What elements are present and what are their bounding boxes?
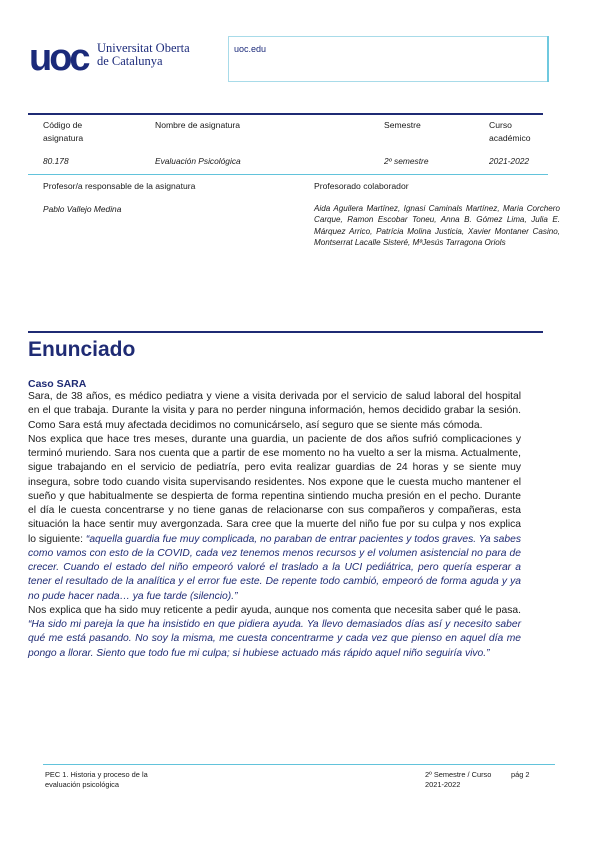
semester-value: 2º semestre [384,156,429,166]
course-name: Evaluación Psicológica [155,156,241,166]
case-body [28,390,521,661]
paragraph-1: Sara, de 38 años, es médico pediatra y viene a visita derivada por el servicio de salud laboral del hospital en el que trabaja. Durante la visita y para no perder ninguna información, hemos decidido grabar la sesión. Como Sara está muy afectada decidimos no comunicárselo, así seguro que se siente más cómoda. [28,391,521,431]
responsible-label: Profesor/a responsable de la asignatura [43,181,196,191]
paragraph-3 [28,604,521,661]
name-label: Nombre de asignatura [155,120,241,130]
uoc-logo [29,37,91,79]
semester-label: Semestre [384,120,421,130]
page-number: pág 2 [511,770,530,779]
top-rule [28,113,543,115]
footer-title: PEC 1. Historia y proceso de la evaluación psicológica [45,770,148,789]
collab-label: Profesorado colaborador [314,181,409,191]
quote-1: “aquella guardia fue muy complicada, no paraban de entrar pacientes y todos graves. Ya sabes como vamos con esto de la COVID, cada vez tenemos menos recursos y el volumen asistencial no para de crecer. Cuando el estado del niño empeoró valoré el traslado a la UCI pediátrica, pero quería esperar a tener el resultado de la analítica y el error fue este. De repente todo cambió, empeoró de forma aguda y ya no pude hacer nada… ya fue tarde (silencio).” [28,533,521,602]
university-url[interactable]: uoc.edu [234,44,267,54]
table-divider [28,174,548,175]
collaborators: Aida Aguilera Martínez, Ignasi Caminals Martínez, Maria Corchero Carque, Ramon Escobar Toneu, Anna B. Gómez Lima, Julia E. Márquez Arrico, Patrícia Molina Justicia, Xavier Montaner Casino, Montserrat Lacalle Sisteré, MªJesús Tarragona Oriols [314,204,560,247]
academic-year: 2021-2022 [489,156,530,166]
svg-text:uoc: uoc [29,37,88,79]
page-title: Enunciado [28,338,136,361]
responsible-name: Pablo Vallejo Medina [43,204,122,214]
header-frame-bottom [228,81,548,82]
paragraph-3-text: Nos explica que ha sido muy reticente a pedir ayuda, aunque nos comenta que necesita saber qué le pasa. [28,604,521,616]
header-frame-top [228,36,548,37]
course-code: 80.178 [43,156,69,166]
footer-semester: 2º Semestre / Curso 2021-2022 [425,770,492,789]
header-frame-right [547,36,549,82]
course-label: Curso académico [489,120,531,143]
code-label: Código de asignatura [43,120,84,143]
header-divider [228,37,229,82]
footer-rule [43,764,555,765]
paragraph-2-text: Nos explica que hace tres meses, durante una guardia, un paciente de dos años sufrió complicaciones y terminó muriendo. Sara nos cuenta que a partir de ese momento no ha vuelto a ser la misma. Actualmente, sigue trabajando en el servicio de pediatría, pero evita realizar guardias de 24 horas y se siente muy insegura, sobre todo cuando visita supervisando residentes. Nos expone que le cuesta mucho mantener el sueño y que habitualmente se despierta de forma repentina sintiendo mucha presión en el pecho. Durante el día le cuesta concentrarse y no tiene ganas de relacionarse con sus compañeros y compañeras, esta situación la hace sentir muy avergonzada. Sara cree que la muerte del niño fue por su culpa y nos explica lo siguiente: [28,433,521,545]
section-rule [28,331,543,333]
quote-2: “Ha sido mi pareja la que ha insistido en que pidiera ayuda. Ya llevo demasiados días así y necesito saber qué me está pasando. No soy la misma, me cuesta concentrarme y cada vez que pienso en aquel día me pongo a llorar. Siento que todo fue mi culpa; si hubiese actuado más rápido aquel niño seguiría vivo.” [28,619,521,659]
university-name: Universitat Oberta de Catalunya [97,41,190,68]
paragraph-2 [28,433,521,604]
case-title: Caso SARA [28,378,87,390]
